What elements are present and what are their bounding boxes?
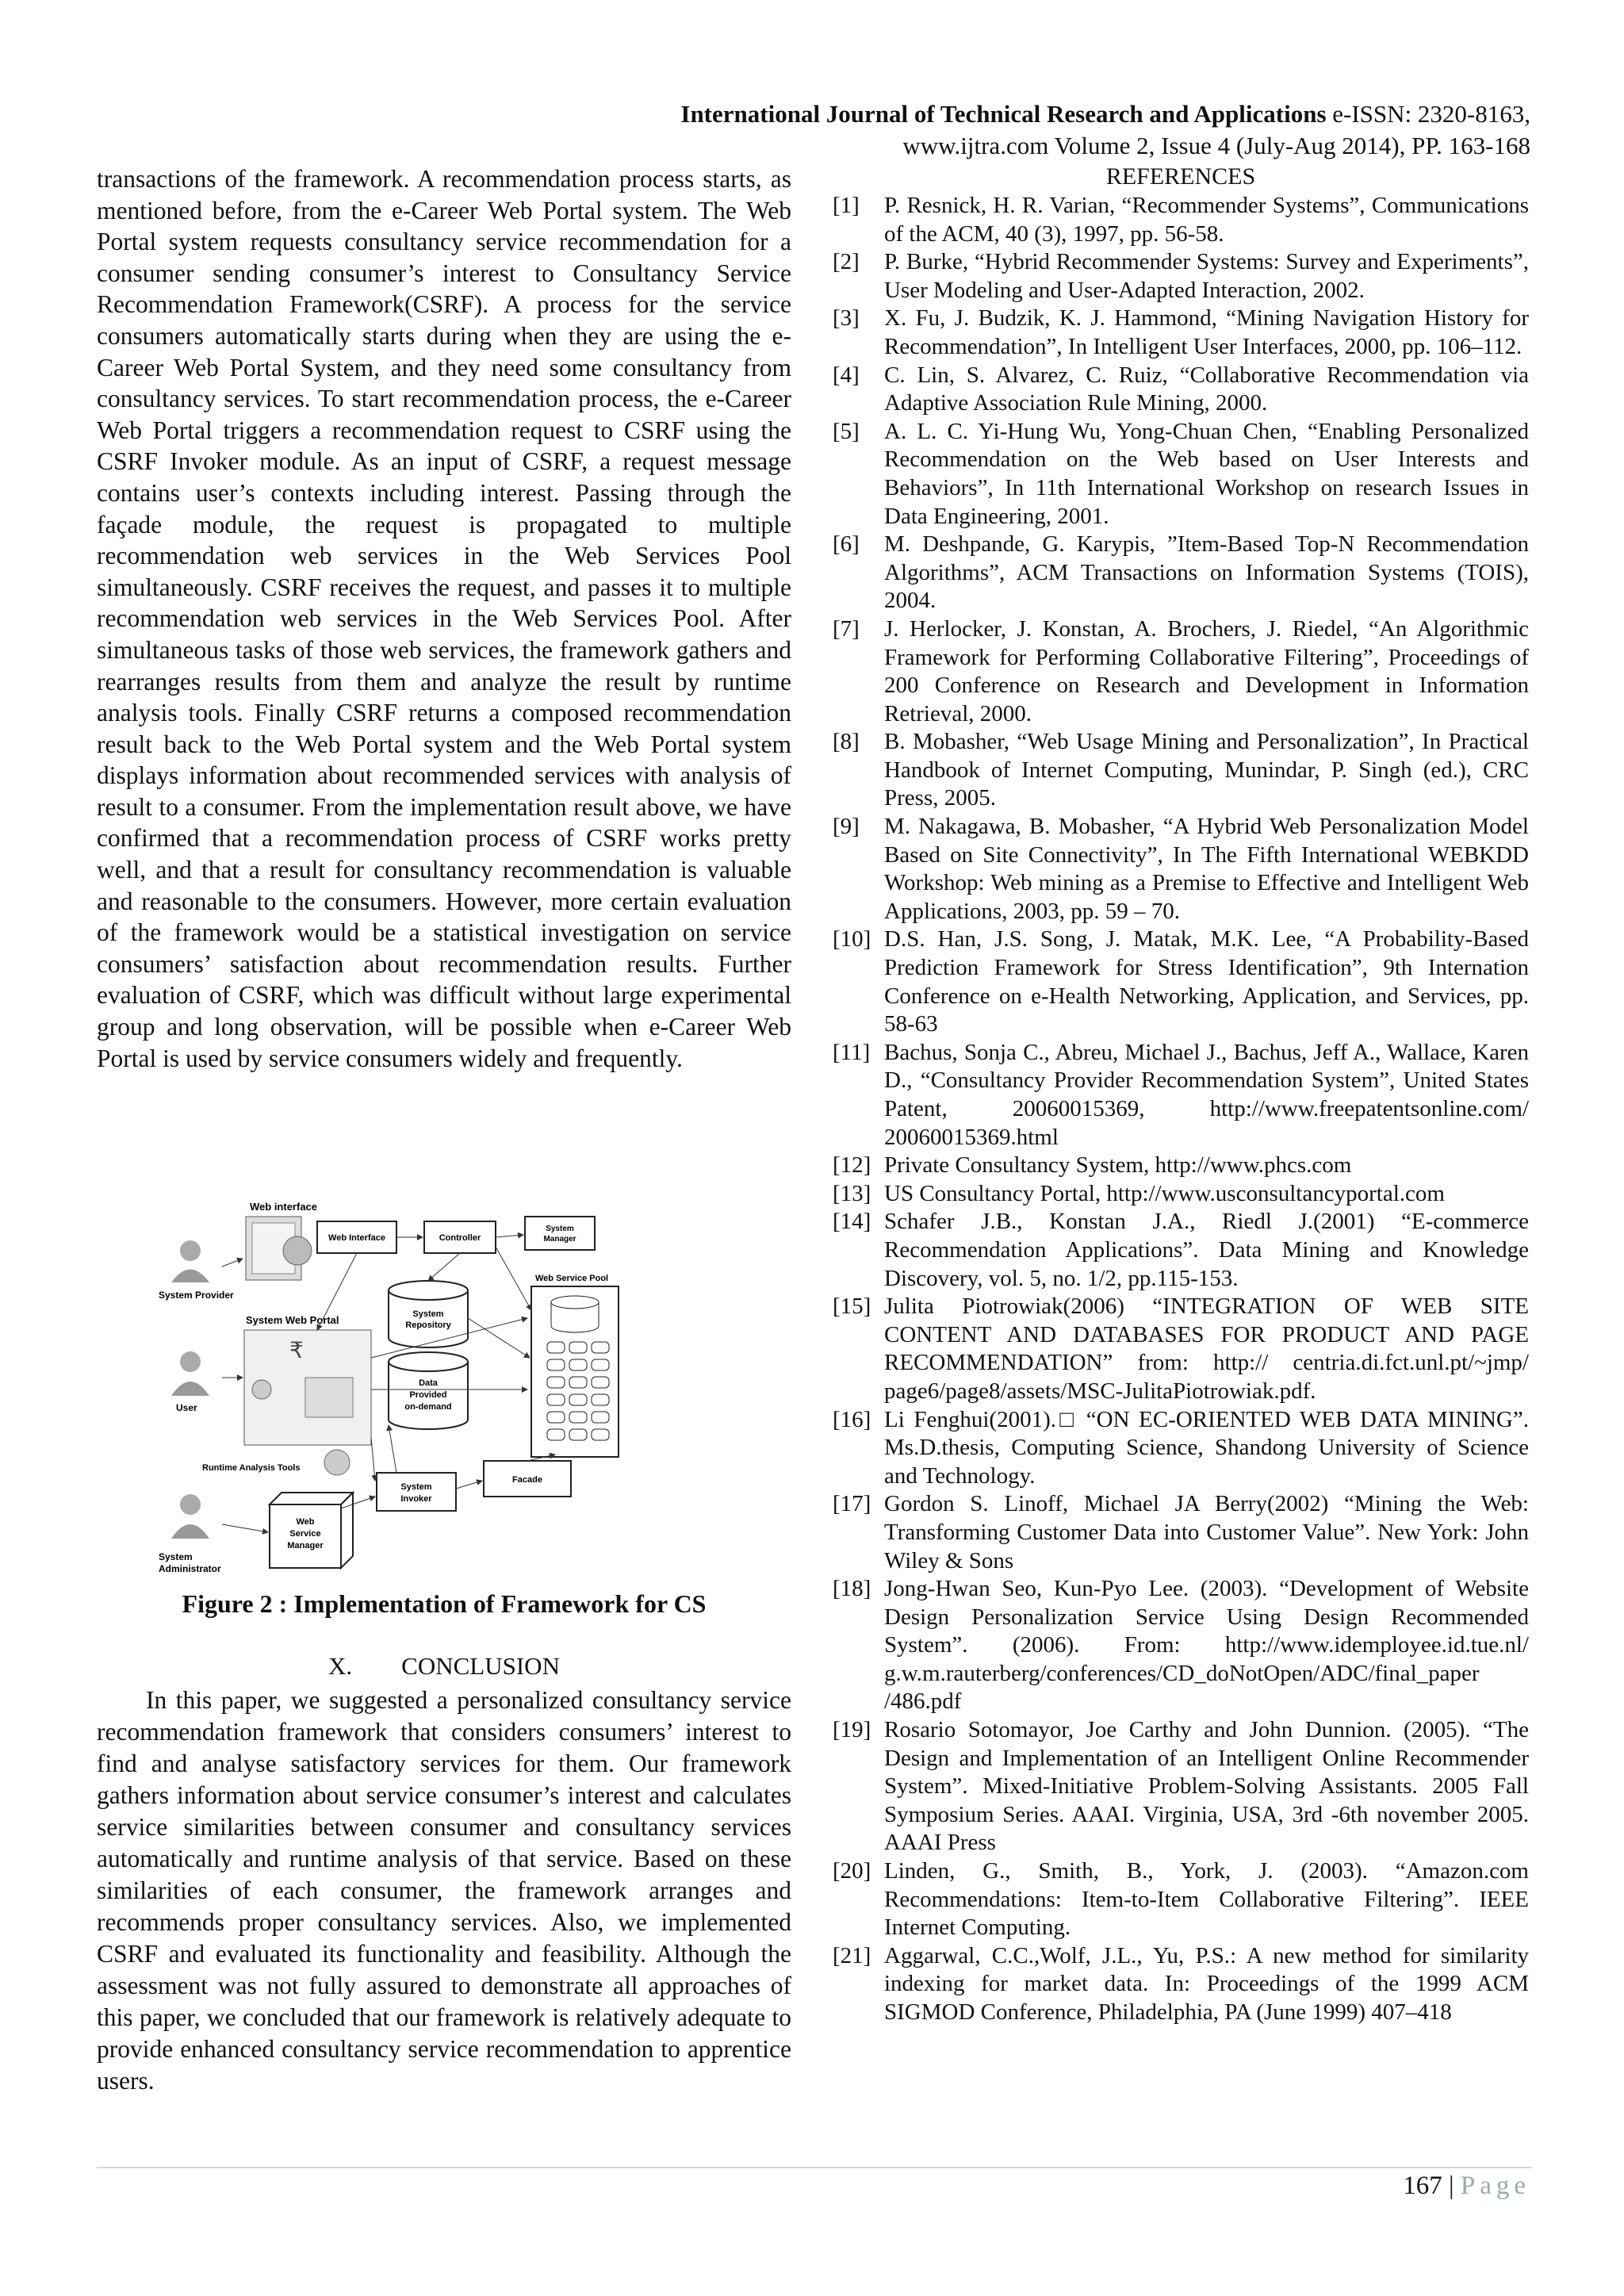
body-paragraph: transactions of the framework. A recommendation process starts, as mentioned before, from the e-Career Web Portal system. The Web Portal system requests consultancy service recommendation for a consumer sending consumer’s interest to Consultancy Service Recommendation Framework(CSRF). A process for the service consumers automatically starts during when they are using the e-Career Web Portal System, and they need some consultancy from consultancy services. To start recommendation process, the e-Career Web Portal triggers a recommendation request to CSRF using the CSRF Invoker module. As an input of CSRF, a request message contains user’s contexts including interest. Passing through the façade module, the request is propagated to multiple recommendation web services in the Web Services Pool simultaneously. CSRF receives the request, and passes it to multiple recommendation web services in the Web Services Pool. After simultaneous tasks of those web services, the framework gathers and rearranges results from them and analyze the result by runtime analysis tools. Finally CSRF returns a composed recommendation result back to the Web Portal system and the Web Portal system displays information about recommended services with analysis of result to a consumer. From the implementation result above, we have confirmed that a recommendation process of CSRF works pretty well, and that a result for consultancy recommendation is valuable and reasonable to the consumers. However, more certain evaluation of the framework would be a statistical investigation on service consumers’ satisfaction about recommendation results. Further evaluation of CSRF, which was difficult without large experimental group and long observation, will be possible when e-Career Web Portal is used by service consumers widely and frequently. (97, 165, 791, 1072)
reference-item (833, 1406, 1529, 1491)
reference-number: [9] (833, 814, 860, 840)
reference-text: Aggarwal, C.C.,Wolf, J.L., Yu, P.S.: A new method for similarity indexing for market data. In: Proceedings of the 1999 ACM SIGMOD Conference, Philadelphia, PA (June 1999) 407–418 (884, 1942, 1529, 2025)
journal-issn: e-ISSN: 2320-8163, (1326, 100, 1530, 128)
reference-item (833, 1716, 1529, 1857)
reference-number: [12] (833, 1152, 871, 1179)
reference-item (833, 418, 1529, 531)
reference-item (833, 1490, 1529, 1575)
web-interface-caption: Web interface (250, 1201, 318, 1213)
web-service-pool-label: Web Service Pool (535, 1274, 609, 1283)
data-provided-label-2: Provided (409, 1390, 447, 1400)
facade-label: Facade (512, 1475, 542, 1485)
system-repository-label-2: Repository (405, 1320, 451, 1330)
page-word: Page (1460, 2171, 1530, 2200)
reference-number: [5] (833, 418, 860, 444)
reference-number: [10] (833, 926, 871, 953)
reference-text: Gordon S. Linoff, Michael JA Berry(2002) “Mining the Web: Transforming Customer Data into Customer Value”. New York: John Wiley & Sons (884, 1491, 1529, 1573)
reference-item (833, 1152, 1529, 1180)
reference-item (833, 1293, 1529, 1405)
system-web-portal-label: System Web Portal (246, 1314, 339, 1326)
system-invoker-label-2: Invoker (400, 1494, 432, 1504)
web-interface-box-label: Web Interface (328, 1233, 385, 1243)
reference-text: Linden, G., Smith, B., York, J. (2003). “Amazon.com Recommendations: Item-to-Item Collaborative Filtering”. IEEE Internet Computing. (884, 1858, 1529, 1941)
reference-number: [8] (833, 729, 860, 755)
reference-number: [6] (833, 531, 860, 558)
runtime-analysis-tools-label: Runtime Analysis Tools (202, 1463, 301, 1473)
reference-text: Li Fenghui(2001).□ “ON EC-ORIENTED WEB DATA MINING”. Ms.D.thesis, Computing Science, Shandong University of Science and Technology. (884, 1406, 1529, 1489)
reference-number: [18] (833, 1576, 871, 1602)
reference-item (833, 1039, 1529, 1152)
web-interface-graphic (246, 1217, 312, 1280)
reference-text: M. Nakagawa, B. Mobasher, “A Hybrid Web Personalization Model Based on Site Connectivity”, In The Fifth International WEBKDD Workshop: Web mining as a Premise to Effective and Intelligent Web Applications, 2003, pp. 59 – 70. (884, 814, 1529, 924)
system-web-portal-graphic (244, 1330, 371, 1445)
reference-number: [3] (833, 305, 860, 332)
user-label: User (176, 1402, 197, 1413)
reference-text: B. Mobasher, “Web Usage Mining and Personalization”, In Practical Handbook of Internet Computing, Munindar, P. Singh (ed.), CRC Press, 2005. (884, 729, 1529, 811)
reference-text: X. Fu, J. Budzik, K. J. Hammond, “Mining Navigation History for Recommendation”, In Intelligent User Interfaces, 2000, pp. 106–112. (884, 305, 1529, 359)
reference-text: J. Herlocker, J. Konstan, A. Brochers, J. Riedel, “An Algorithmic Framework for Performing Collaborative Filtering”, Proceedings of 200 Conference on Research and Development in Information Retrieval, 2000. (884, 615, 1529, 726)
reference-text: Schafer J.B., Konstan J.A., Riedl J.(2001) “E-commerce Recommendation Applications”. Data Mining and Knowledge Discovery, vol. 5, no. 1/2, pp.115-153. (884, 1209, 1529, 1291)
reference-item (833, 1180, 1529, 1209)
reference-text: Rosario Sotomayor, Joe Carthy and John Dunnion. (2005). “The Design and Implementation of an Intelligent Online Recommender System”. Mixed-Initiative Problem-Solving Assistants. 2005 Fall Symposium Series. AAAI. Virginia, USA, 3rd -6th november 2005. AAAI Press (884, 1717, 1529, 1856)
conclusion-heading: X. CONCLUSION (328, 1652, 560, 1680)
system-administrator-person-icon (171, 1494, 209, 1539)
framework-diagram (159, 1199, 714, 1588)
system-provider-label: System Provider (159, 1290, 234, 1301)
reference-number: [13] (833, 1180, 871, 1206)
journal-issue-line: www.ijtra.com Volume 2, Issue 4 (July-Aug 2014), PP. 163-168 (902, 132, 1530, 159)
reference-number: [2] (833, 249, 860, 275)
left-column (97, 163, 791, 1074)
reference-item (833, 1575, 1529, 1716)
svg-text:₹: ₹ (289, 1338, 304, 1363)
reference-item (833, 192, 1529, 248)
reference-item (833, 1942, 1529, 2027)
figure-caption: Figure 2 : Implementation of Framework for CS (182, 1589, 707, 1618)
reference-text: D.S. Han, J.S. Song, J. Matak, M.K. Lee, “A Probability-Based Prediction Framework for Stress Identification”, 9th Internation Conference on e-Health Networking, Application, and Services, pp. 58-63 (884, 926, 1529, 1037)
reference-number: [16] (833, 1406, 871, 1432)
system-manager-box (525, 1217, 595, 1250)
reference-number: [7] (833, 615, 860, 642)
reference-text: US Consultancy Portal, http://www.usconsultancyportal.com (884, 1180, 1445, 1206)
system-administrator-label-1: System (159, 1551, 193, 1562)
wsm-label-3: Manager (287, 1541, 324, 1550)
data-provided-label-3: on-demand (404, 1402, 452, 1412)
reference-number: [20] (833, 1858, 871, 1884)
wsm-label-2: Service (289, 1529, 321, 1539)
system-repository-label-1: System (412, 1309, 444, 1319)
reference-item (833, 305, 1529, 361)
reference-item (833, 615, 1529, 728)
reference-text: P. Burke, “Hybrid Recommender Systems: Survey and Experiments”, User Modeling and User-Adapted Interaction, 2002. (884, 249, 1529, 303)
data-provided-label-1: Data (419, 1378, 438, 1388)
system-administrator-label-2: Administrator (159, 1563, 221, 1574)
reference-item (833, 1208, 1529, 1293)
references-list (833, 192, 1529, 2027)
system-manager-label-1: System (546, 1225, 574, 1233)
reference-item (833, 362, 1529, 418)
references-column (833, 163, 1529, 2027)
reference-number: [11] (833, 1039, 871, 1065)
reference-text: Jong-Hwan Seo, Kun-Pyo Lee. (2003). “Development of Website Design Personalization Service Using Design Recommended System”. (2006). From: http://www.idemployee.id.tue.nl/ g.w.m.rauterberg/conferences/CD_doNotOpen/ADC/final_paper /486.pdf (884, 1576, 1529, 1715)
footer-divider (97, 2167, 1532, 2168)
system-manager-label-2: Manager (543, 1235, 576, 1244)
reference-number: [4] (833, 362, 860, 388)
reference-number: [19] (833, 1717, 871, 1743)
page-footer (1403, 2171, 1530, 2201)
reference-text: Bachus, Sonja C., Abreu, Michael J., Bachus, Jeff A., Wallace, Karen D., “Consultancy Provider Recommendation System”, United States Patent, 20060015369, http://www.freepatentsonline.com/ 20060015369.html (884, 1039, 1529, 1150)
reference-text: M. Deshpande, G. Karypis, ”Item-Based Top-N Recommendation Algorithms”, ACM Transactions on Information Systems (TOIS), 2004. (884, 531, 1529, 614)
journal-title: International Journal of Technical Research and Applications (680, 100, 1327, 128)
reference-number: [17] (833, 1491, 871, 1517)
system-invoker-box (377, 1473, 456, 1511)
reference-text: C. Lin, S. Alvarez, C. Ruiz, “Collaborative Recommendation via Adaptive Association Rule Mining, 2000. (884, 362, 1529, 416)
reference-item (833, 531, 1529, 615)
wsm-label-1: Web (296, 1517, 315, 1527)
runtime-analysis-graphic (324, 1450, 350, 1475)
reference-item (833, 926, 1529, 1038)
user-person-icon (171, 1351, 209, 1396)
references-heading: REFERENCES (1105, 163, 1256, 190)
reference-number: [14] (833, 1209, 871, 1235)
reference-item (833, 248, 1529, 305)
journal-header (341, 98, 1530, 162)
system-provider-person-icon (171, 1240, 209, 1282)
reference-item (833, 813, 1529, 926)
reference-number: [1] (833, 193, 860, 218)
reference-item (833, 1857, 1529, 1942)
reference-number: [21] (833, 1942, 871, 1968)
reference-item (833, 728, 1529, 813)
reference-text: Julita Piotrowiak(2006) “INTEGRATION OF WEB SITE CONTENT AND DATABASES FOR PRODUCT AND PAGE RECOMMENDATION” from: http:// centria.di.fct.unl.pt/~jmp/ page6/page8/assets/MSC-JulitaPiotrowiak.pdf. (884, 1294, 1529, 1404)
conclusion-text: In this paper, we suggested a personalized consultancy service recommendation framework that considers consumers’ interest to find and analyse satisfactory services for them. Our framework gathers information about service consumer’s interest and calculates service similarities between consumer and consultancy services automatically and runtime analysis of that service. Based on these similarities of each consumer, the framework arranges and recommends proper consultancy services. Also, we implemented CSRF and evaluated its functionality and feasibility. Although the assessment was not fully assured to demonstrate all approaches of this paper, we concluded that our framework is relatively adequate to provide enhanced consultancy service recommendation to apprentice users. (97, 1686, 791, 2095)
reference-text: Private Consultancy System, http://www.phcs.com (884, 1152, 1352, 1179)
reference-number: [15] (833, 1294, 871, 1320)
reference-text: P. Resnick, H. R. Varian, “Recommender Systems”, Communications of the ACM, 40 (3), 1997, pp. 56-58. (884, 193, 1529, 247)
page-number: 167 | (1403, 2171, 1461, 2200)
system-invoker-label-1: System (400, 1482, 432, 1492)
controller-label: Controller (439, 1233, 481, 1243)
reference-text: A. L. C. Yi-Hung Wu, Yong-Chuan Chen, “Enabling Personalized Recommendation on the Web based on User Interests and Behaviors”, In 11th International Workshop on research Issues in Data Engineering, 2001. (884, 418, 1529, 529)
